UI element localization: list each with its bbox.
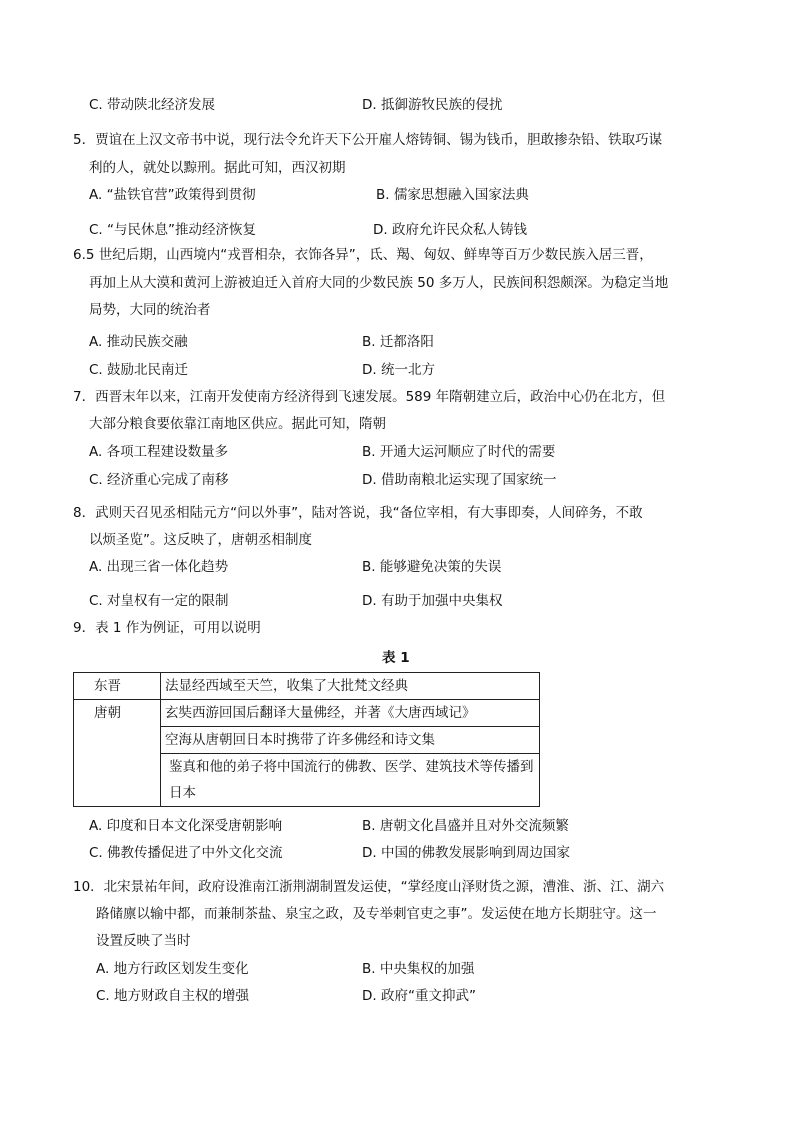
q6-stem-line3: 局势，大同的统治者 bbox=[89, 302, 211, 318]
q7-option-c: C. 经济重心完成了南移 bbox=[89, 472, 229, 488]
q8-option-c: C. 对皇权有一定的限制 bbox=[89, 593, 229, 609]
q9-stem: 9．表 1 作为例证，可用以说明 bbox=[73, 620, 261, 636]
table-caption: 表 1 bbox=[382, 650, 410, 666]
q5-stem-line1: 5．贾谊在上汉文帝书中说，现行法令允许天下公开雇人熔铸铜、锡为钱币，胆敢掺杂铅、铁取巧谋 bbox=[73, 132, 663, 148]
q6-option-b: B. 迁都洛阳 bbox=[362, 334, 434, 350]
q5-option-d: D. 政府允许民众私人铸钱 bbox=[373, 222, 527, 238]
q5-option-a: A. “盐铁官营”政策得到贯彻 bbox=[89, 187, 256, 203]
q6-stem-line1: 6.5 世纪后期，山西境内“戎晋相杂，衣饰各异”，氐、羯、匈奴、鲜卑等百万少数民族入居三晋， bbox=[73, 247, 653, 263]
q7-stem-line2: 大部分粮食要依靠江南地区供应。据此可知，隋朝 bbox=[89, 416, 386, 432]
q4-option-d: D. 抵御游牧民族的侵扰 bbox=[362, 97, 503, 113]
q7-option-d: D. 借助南粮北运实现了国家统一 bbox=[362, 472, 557, 488]
q10-option-c: C. 地方财政自主权的增强 bbox=[96, 988, 250, 1004]
q5-option-c: C. “与民休息”推动经济恢复 bbox=[89, 222, 256, 238]
q5-stem-line2: 利的人，就处以黥刑。据此可知，西汉初期 bbox=[89, 160, 346, 176]
q6-option-c: C. 鼓励北民南迁 bbox=[89, 362, 189, 378]
table-1 bbox=[73, 672, 540, 807]
q7-option-b: B. 开通大运河顺应了时代的需要 bbox=[362, 444, 556, 460]
table-cell-text: 鉴真和他的弟子将中国流行的佛教、医学、建筑技术等传播到日本 bbox=[161, 754, 540, 807]
q10-stem-line2: 路储廪以输中都，而兼制茶盐、泉宝之政，及专举刺官吏之事”。发运使在地方长期驻守。这一 bbox=[96, 906, 657, 922]
q8-option-b: B. 能够避免决策的失误 bbox=[362, 559, 502, 575]
table-cell-text: 空海从唐朝回日本时携带了许多佛经和诗文集 bbox=[161, 727, 540, 754]
q6-stem-line2: 再加上从大漠和黄河上游被迫迁入首府大同的少数民族 50 多万人，民族间积怨颇深。为稳定当地 bbox=[89, 275, 669, 291]
q4-option-c: C. 带动陕北经济发展 bbox=[89, 97, 216, 113]
q6-option-a: A. 推动民族交融 bbox=[89, 334, 188, 350]
q9-option-c: C. 佛教传播促进了中外文化交流 bbox=[89, 845, 283, 861]
table-cell-era: 东晋 bbox=[74, 673, 161, 700]
q8-stem-line2: 以烦圣览”。这反映了，唐朝丞相制度 bbox=[89, 532, 312, 548]
table-cell-text: 玄奘西游回国后翻译大量佛经，并著《大唐西域记》 bbox=[161, 700, 540, 727]
q7-stem-line1: 7．西晋末年以来，江南开发使南方经济得到飞速发展。589 年隋朝建立后，政治中心仍在北方，但 bbox=[73, 389, 666, 405]
q10-option-b: B. 中央集权的加强 bbox=[362, 961, 475, 977]
table-cell-era: 唐朝 bbox=[74, 700, 161, 807]
q10-option-d: D. 政府“重文抑武” bbox=[362, 988, 476, 1004]
q8-option-a: A. 出现三省一体化趋势 bbox=[89, 559, 229, 575]
table-row bbox=[74, 673, 540, 700]
q6-option-d: D. 统一北方 bbox=[362, 362, 435, 378]
q8-stem-line1: 8．武则天召见丞相陆元方“问以外事”，陆对答说，我“备位宰相，有大事即奏，人间碎务，不敢 bbox=[73, 505, 643, 521]
q5-option-b: B. 儒家思想融入国家法典 bbox=[376, 187, 529, 203]
q8-option-d: D. 有助于加强中央集权 bbox=[362, 593, 503, 609]
q10-stem-line3: 设置反映了当时 bbox=[96, 933, 191, 949]
q9-option-b: B. 唐朝文化昌盛并且对外交流频繁 bbox=[362, 818, 569, 834]
q9-option-a: A. 印度和日本文化深受唐朝影响 bbox=[89, 818, 283, 834]
q7-option-a: A. 各项工程建设数量多 bbox=[89, 444, 229, 460]
table-cell-text: 法显经西域至天竺，收集了大批梵文经典 bbox=[161, 673, 540, 700]
q9-option-d: D. 中国的佛教发展影响到周边国家 bbox=[362, 845, 570, 861]
q10-stem-line1: 10．北宋景祐年间，政府设淮南江浙荆湖制置发运使，“掌经度山泽财货之源，漕淮、浙、江、湖六 bbox=[73, 879, 665, 895]
q10-option-a: A. 地方行政区划发生变化 bbox=[96, 961, 249, 977]
table-row bbox=[74, 700, 540, 727]
